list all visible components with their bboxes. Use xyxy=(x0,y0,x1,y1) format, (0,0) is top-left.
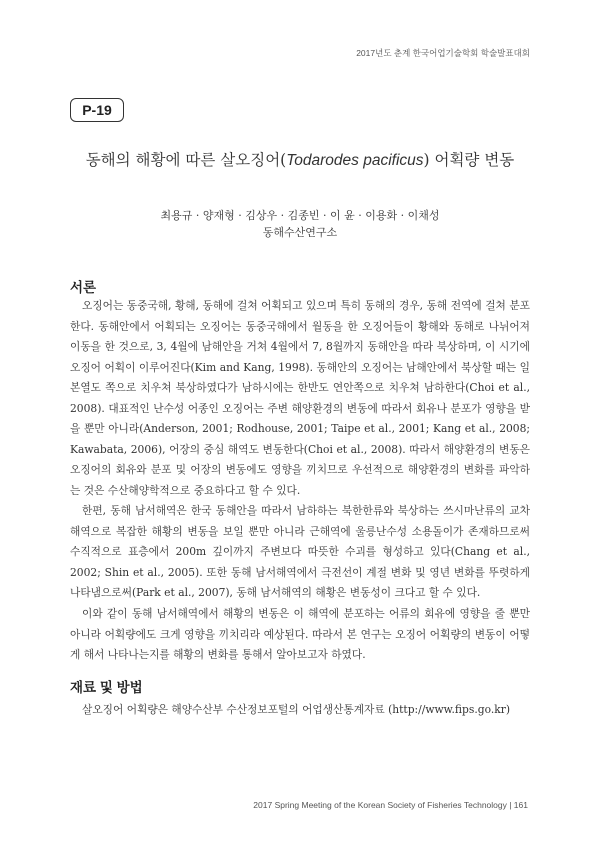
intro-paragraph-1: 오징어는 동중국해, 황해, 동해에 걸쳐 어획되고 있으며 특히 동해의 경우, 동해 전역에 걸쳐 분포한다. 동해안에서 어획되는 오징어는 동중국해에서 월동을 한 오징어들이 황해와 동해로 나뉘어져 이동을 한 것으로, 3, 4월에 남해안을 거쳐 4월에서 7, 8월까지 동해안을 따라 북상하며, 이 시기에 오징어 어획이 이루어진다(Kim and Kang, 1998). 동해안의 오징어는 남해안에서 북상할 때는 일본열도 쪽으로 치우쳐 북상하였다가 남하시에는 한반도 연안쪽으로 치우쳐 남하한다(Choi et al., 2008). 대표적인 난수성 어종인 오징어는 주변 해양환경의 변동에 따라서 회유나 분포가 영향을 받을 뿐만 아니라(Anderson, 2001; Rodhouse, 2001; Taipe et al., 2001; Kang et al., 2008; Kawabata, 2006), 어장의 중심 해역도 변동한다(Choi et al., 2008). 따라서 해양환경의 변동은 오징어의 회유와 분포 및 어장의 변동에도 영향을 끼치므로 우선적으로 해양환경의 변화를 파악하는 것은 수산해양학적으로 중요하다고 할 수 있다. xyxy=(70,299,530,497)
title-prefix: 동해의 해황에 따른 살오징어( xyxy=(85,151,287,169)
title-scientific-name: Todarodes pacificus xyxy=(286,152,424,169)
conference-header: 2017년도 춘계 한국어업기술학회 학술발표대회 xyxy=(356,48,530,58)
title-suffix: ) 어획량 변동 xyxy=(423,151,515,169)
page-footer: 2017 Spring Meeting of the Korean Society of Fisheries Technology | 161 xyxy=(253,800,528,810)
section-heading-methods: 재료 및 방법 xyxy=(70,680,143,695)
section-heading-intro: 서론 xyxy=(70,280,97,295)
paper-title xyxy=(0,148,600,170)
intro-paragraph-2: 한편, 동해 남서해역은 한국 동해안을 따라서 남하하는 북한한류와 북상하는 쓰시마난류의 교차 해역으로 복잡한 해황의 변동을 보일 뿐만 아니라 근해역에 울릉난수성 소용돌이가 존재하므로써 수직적으로 표층에서 200m 깊이까지 주변보다 따뜻한 수괴를 형성하고 있다(Chang et al., 2002; Shin et al., 2005). 또한 동해 남서해역에서 극전선이 계절 변화 및 영년 변화를 뚜렷하게 나타냄으로써(Park et al., 2007), 동해 남서해역의 해황은 변동성이 크다고 할 수 있다. xyxy=(70,504,530,599)
affiliation: 동해수산연구소 xyxy=(262,226,338,239)
author-list: 최용규 · 양재형 · 김상우 · 김종빈 · 이 윤 · 이용화 · 이채성 xyxy=(160,209,440,222)
methods-paragraph-1: 살오징어 어획량은 해양수산부 수산정보포털의 어업생산통계자료 (http://www.fips.go.kr) xyxy=(82,703,511,716)
intro-paragraph-3: 이와 같이 동해 남서해역에서 해황의 변동은 이 해역에 분포하는 어류의 회유에 영향을 줄 뿐만 아니라 어획량에도 크게 영향을 끼치리라 예상된다. 따라서 본 연구는 오징어 어획량의 변동이 어떻게 해서 나타나는지를 해황의 변화를 통해서 알아보고자 하였다. xyxy=(70,607,530,661)
poster-number-badge: P-19 xyxy=(70,98,124,122)
